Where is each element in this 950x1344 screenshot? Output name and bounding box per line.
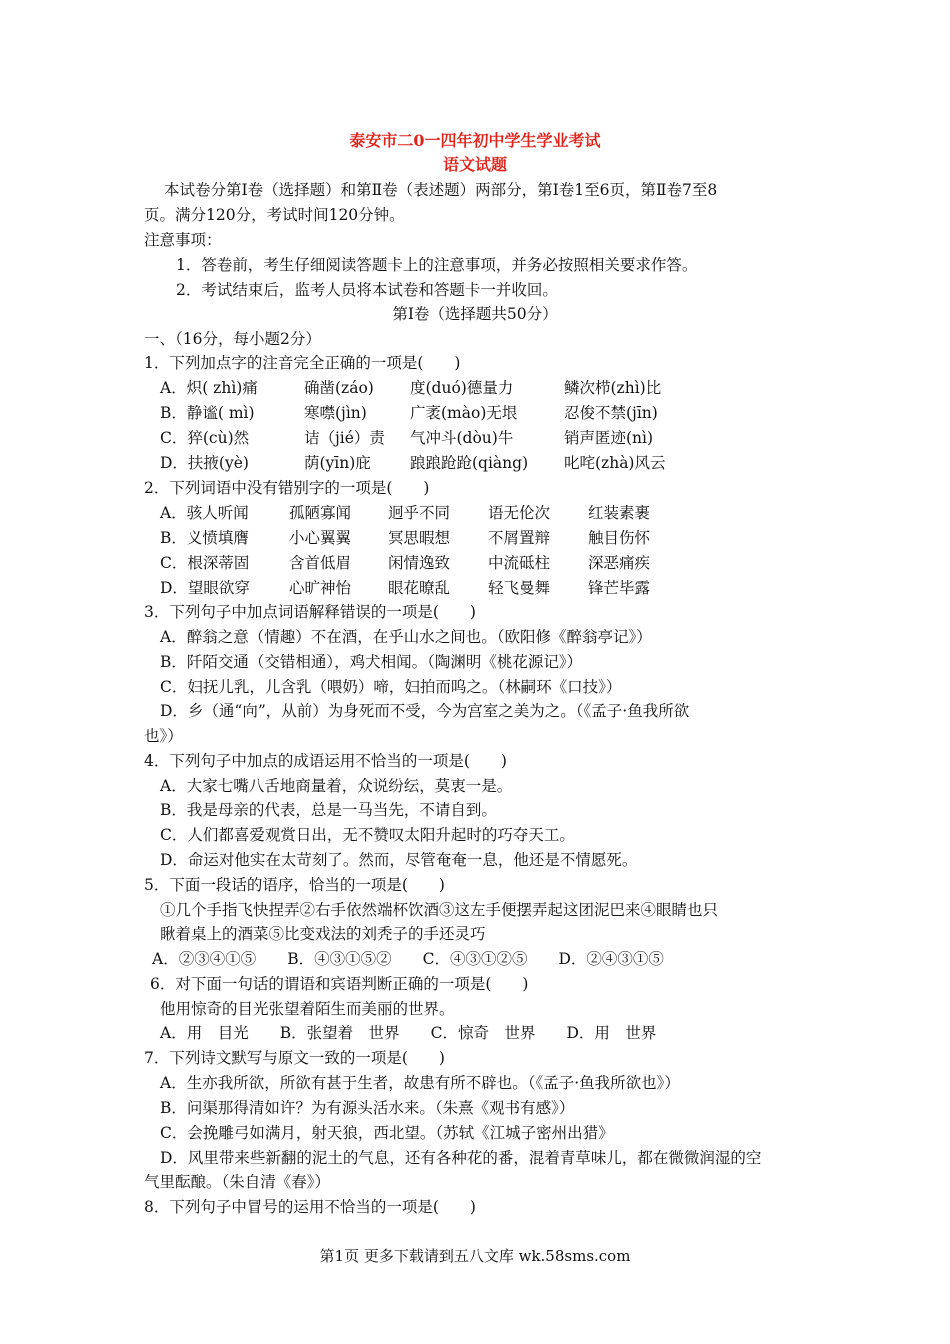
option-cell: A．炽( zhì)痛 xyxy=(160,379,258,397)
option-cell: 锋芒毕露 xyxy=(588,579,651,597)
q3-option-d-line1: D．乡（通“向”，从前）为身死而不受，今为宫室之美为之。（《孟子·鱼我所欲 xyxy=(160,702,690,720)
option-cell: 寒噤(jìn) xyxy=(304,404,367,422)
option-cell: 叱咤(zhà)风云 xyxy=(564,454,666,472)
q4-option-d: D．命运对他实在太苛刻了。然而，尽管奄奄一息，他还是不情愿死。 xyxy=(160,851,638,869)
q4-option-a: A．大家七嘴八舌地商量着，众说纷纭，莫衷一是。 xyxy=(160,777,513,795)
option-cell: 中流砥柱 xyxy=(488,554,551,572)
page-subtitle: 语文试题 xyxy=(442,155,507,174)
q3-option-d-line2: 也》） xyxy=(144,727,183,745)
q3-option-b: B．阡陌交通（交错相通），鸡犬相闻。（陶渊明《桃花源记》） xyxy=(160,653,583,671)
q7-stem: 7．下列诗文默写与原文一致的一项是( ) xyxy=(144,1049,445,1067)
option-cell: 含首低眉 xyxy=(289,554,352,572)
notice-label: 注意事项： xyxy=(144,231,222,249)
option-cell: B．义愤填膺 xyxy=(160,529,249,547)
q5-options: A．②③④①⑤ B．④③①⑤② C．④③①②⑤ D．②④③①⑤ xyxy=(152,950,664,968)
option-cell: 荫(yīn)庇 xyxy=(304,454,371,472)
option-cell: 深恶痛疾 xyxy=(588,554,651,572)
option-cell: D．扶掖(yè) xyxy=(160,454,249,472)
option-cell: 迥乎不同 xyxy=(388,504,451,522)
option-cell: 红装素裹 xyxy=(588,504,651,522)
option-cell: 踉踉跄跄(qiàng) xyxy=(410,454,529,472)
option-cell: C．猝(cù)然 xyxy=(160,429,250,447)
intro-line-2: 页。满分120分，考试时间120分钟。 xyxy=(144,206,405,224)
option-cell: 冥思暇想 xyxy=(388,529,451,547)
q6-options: A．用 目光 B．张望着 世界 C．惊奇 世界 D．用 世界 xyxy=(160,1024,657,1042)
option-cell: 闲情逸致 xyxy=(388,554,451,572)
page-footer: 第1页 更多下载请到五八文库 wk.58sms.com xyxy=(319,1247,631,1265)
q8-stem: 8．下列句子中冒号的运用不恰当的一项是( ) xyxy=(144,1198,476,1216)
option-cell: C．根深蒂固 xyxy=(160,554,250,572)
q4-option-c: C．人们都喜爱观赏日出，无不赞叹太阳升起时的巧夺天工。 xyxy=(160,826,575,844)
option-cell: 确凿(záo) xyxy=(304,379,374,397)
notice-2: 2．考试结束后，监考人员将本试卷和答题卡一并收回。 xyxy=(176,281,558,299)
option-cell: 不屑置辩 xyxy=(488,529,551,547)
option-cell: 触目伤怀 xyxy=(588,529,651,547)
section-heading: 一、（16分，每小题2分） xyxy=(144,330,321,348)
q7-option-c: C．会挽雕弓如满月，射天狼，西北望。（苏轼《江城子密州出猎》 xyxy=(160,1124,614,1142)
q4-stem: 4．下列句子中加点的成语运用不恰当的一项是( ) xyxy=(144,752,507,770)
option-cell: 心旷神怡 xyxy=(289,579,352,597)
part1-heading: 第Ⅰ卷（选择题共50分） xyxy=(392,305,558,323)
page-title: 泰安市二0一四年初中学生学业考试 xyxy=(349,131,601,150)
notice-1: 1．答卷前，考生仔细阅读答题卡上的注意事项，并务必按照相关要求作答。 xyxy=(176,256,698,274)
option-cell: 气冲斗(dòu)牛 xyxy=(410,429,514,447)
q5-stem: 5．下面一段话的语序，恰当的一项是( ) xyxy=(144,876,445,894)
q1-stem: 1．下列加点字的注音完全正确的一项是( ) xyxy=(144,354,461,372)
q6-stem: 6．对下面一句话的谓语和宾语判断正确的一项是( ) xyxy=(150,975,529,993)
q7-option-a: A．生亦我所欲，所欲有甚于生者，故患有所不辟也。（《孟子·鱼我所欲也》） xyxy=(160,1074,680,1092)
q3-option-a: A．醉翁之意（情趣）不在酒，在乎山水之间也。（欧阳修《醉翁亭记》） xyxy=(160,628,652,646)
option-cell: 孤陋寡闻 xyxy=(289,504,352,522)
option-cell: 销声匿迹(nì) xyxy=(564,429,654,447)
option-cell: 轻飞曼舞 xyxy=(488,579,551,597)
option-cell: 诘（jié）责 xyxy=(304,429,385,447)
option-cell: A．骇人听闻 xyxy=(160,504,249,522)
q2-stem: 2．下列词语中没有错别字的一项是( ) xyxy=(144,479,430,497)
option-cell: D．望眼欲穿 xyxy=(160,579,250,597)
q5-text-line2: 瞅着桌上的酒菜⑤比变戏法的刘秃子的手还灵巧 xyxy=(160,925,486,943)
option-cell: 语无伦次 xyxy=(488,504,551,522)
option-cell: 度(duó)德量力 xyxy=(410,379,514,397)
intro-line-1: 本试卷分第Ⅰ卷（选择题）和第Ⅱ卷（表述题）两部分，第Ⅰ卷1至6页，第Ⅱ卷7至8 xyxy=(164,181,718,199)
q3-stem: 3．下列句子中加点词语解释错误的一项是( ) xyxy=(144,603,476,621)
q3-option-c: C．妇抚儿乳，儿含乳（喂奶）啼，妇拍而呜之。（林嗣环《口技》） xyxy=(160,678,622,696)
option-cell: 广袤(mào)无垠 xyxy=(410,404,518,422)
option-cell: 眼花暸乱 xyxy=(388,579,451,597)
q7-option-d-line1: D．风里带来些新翻的泥土的气息，还有各种花的番，混着青草味儿，都在微微润湿的空 xyxy=(160,1149,762,1167)
option-cell: 忍俊不禁(jīn) xyxy=(564,404,658,422)
q6-sentence: 他用惊奇的目光张望着陌生而美丽的世界。 xyxy=(160,1000,455,1018)
option-cell: B．静谧( mì) xyxy=(160,404,255,422)
q7-option-d-line2: 气里酝酿。（朱自清《春》） xyxy=(144,1173,331,1191)
option-cell: 小心翼翼 xyxy=(289,529,352,547)
q4-option-b: B．我是母亲的代表，总是一马当先，不请自到。 xyxy=(160,801,497,819)
q7-option-b: B．问渠那得清如许？为有源头活水来。（朱熹《观书有感》） xyxy=(160,1099,575,1117)
option-cell: 鳞次栉(zhì)比 xyxy=(564,379,662,397)
q5-text-line1: ①几个手指飞快捏弄②右手依然端杯饮酒③这左手便摆弄起这团泥巴来④眼睛也只 xyxy=(160,901,719,919)
